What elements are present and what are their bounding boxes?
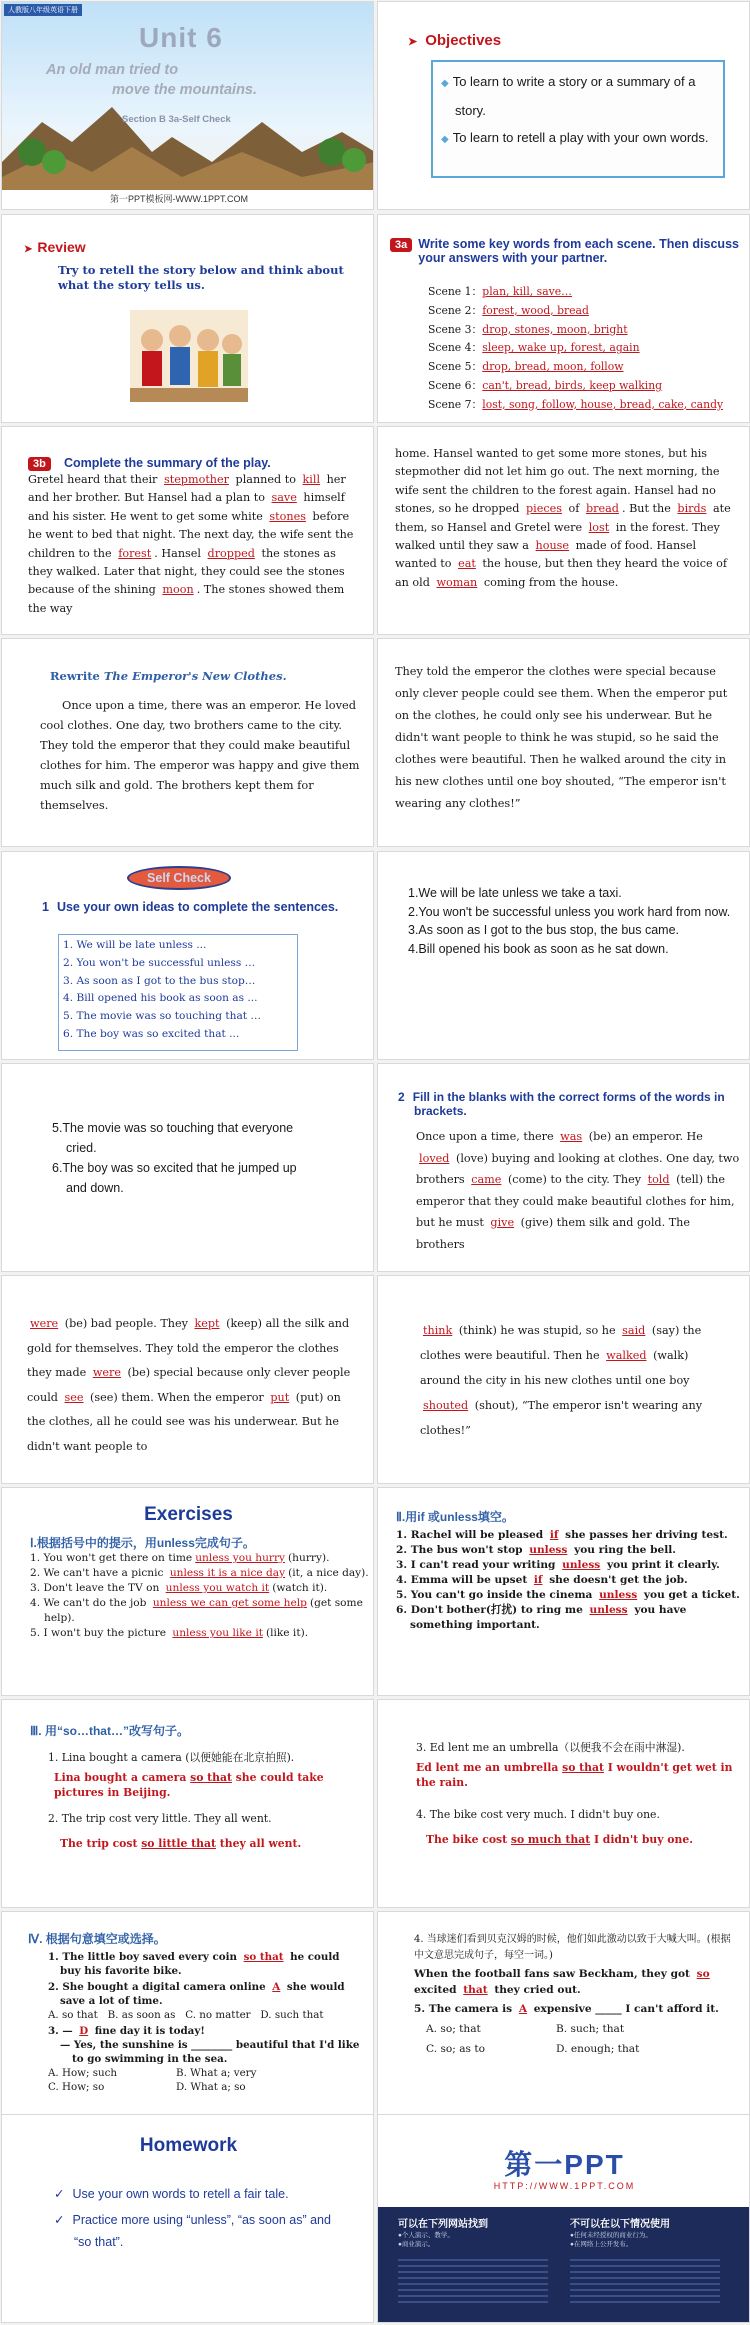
question-text: 4. 当球迷们看到贝克汉姆的时候，他们如此激动以致于大喊大叫。(根据中文意思完成句子，每空一词。) (414, 1934, 731, 1961)
exercise-item: 1. Rachel will be pleased if she passes her driving test. (396, 1529, 728, 1541)
exercise-subheading: Ⅲ. 用“so…that…”改写句子。 (30, 1724, 189, 1738)
question-text: When the football fans saw Beckham, they got so excited that they cried out. (414, 1968, 710, 1996)
scene-keywords: plan, kill, save… (482, 285, 572, 298)
question-text: 2. She bought a digital camera online A she would save a lot of time. (48, 1981, 345, 2007)
self-check-item: 6. The boy was so excited that ... (63, 1027, 240, 1040)
question-text: 3. — D fine day it is today! (48, 2025, 205, 2037)
review-text: Try to retell the story below and think about what the story tells us. (58, 263, 344, 292)
link-list-left (398, 2255, 548, 2307)
answer-text: Lina bought a camera so that she could take pictures in Beijing. (54, 1770, 324, 1799)
question-text: 2. The trip cost very little. They all went. (48, 1811, 272, 1825)
slide-exercises-3[interactable] (1, 1699, 374, 1908)
exercise-item: 6. Don't bother(打扰) to ring me unless you have something important. (396, 1604, 687, 1631)
slide-exercises-4[interactable] (1, 1911, 374, 2120)
slide-3b-summary[interactable] (1, 426, 374, 635)
info-right-heading: 不可以在以下情况使用 (570, 2219, 670, 2230)
exercises-title: Exercises (144, 1504, 233, 1525)
exercise-item: 4. Emma will be upset if she doesn't get the job. (396, 1574, 688, 1586)
slide-exercises-1[interactable] (1, 1487, 374, 1696)
scene-row: Scene 5：drop, bread, moon, follow (428, 360, 624, 374)
exercise-subheading: Ⅱ.用if 或unless填空。 (396, 1510, 514, 1524)
exercise-tag: 3b (28, 457, 51, 471)
objective-item: ◆ To learn to write a story or a summary of a story. (441, 74, 696, 118)
question-text: 1. Lina bought a camera (以便她能在北京拍照). (48, 1751, 295, 1764)
summary-heading: Complete the summary of the play. (63, 456, 271, 470)
answer-text: The bike cost so much that I didn't buy one. (426, 1833, 693, 1846)
exercise-subheading: Ⅳ. 根据句意填空或选择。 (28, 1932, 166, 1946)
question-number: 1 (42, 900, 49, 914)
homework-item: ✓ Use your own words to retell a fair tale. (54, 2187, 289, 2201)
question-text: 3. Ed lent me an umbrella（以便我不会在雨中淋湿). (416, 1741, 685, 1754)
scene-row: Scene 4：sleep, wake up, forest, again (428, 341, 640, 355)
lesson-title-line1: An old man tried to (46, 62, 179, 78)
slide-fill-blanks-1[interactable] (377, 1063, 750, 1272)
question-text: 1. The little boy saved every coin so that he could buy his favorite bike. (48, 1951, 340, 1977)
slide-title[interactable] (1, 1, 374, 210)
objectives-box (431, 60, 725, 178)
homework-list (54, 2183, 344, 2253)
info-left-sub: ●个人演示、教学。 ●商业演示。 (398, 2232, 454, 2248)
scene-keywords: forest, wood, bread (482, 303, 589, 317)
scene-keywords: can't, bread, birds, keep walking (482, 378, 663, 392)
slide-exercises-2[interactable] (377, 1487, 750, 1696)
options-text: A. so that B. as soon as C. no matter D. such that (48, 2009, 324, 2021)
exercise-item: 2. We can't have a picnic unless it is a nice day (it, a nice day). (30, 1567, 369, 1579)
exercise-subheading: Ⅰ.根据括号中的提示，用unless完成句子。 (30, 1536, 255, 1550)
scene-row: Scene 1：plan, kill, save… (428, 285, 572, 298)
review-heading: ➤ Review (24, 239, 86, 255)
slide-exercises-4-continued[interactable] (377, 1911, 750, 2120)
exercise-item: 3. I can't read your writing unless you print it clearly. (396, 1559, 720, 1571)
arrow-icon: ➤ (408, 36, 418, 48)
scene-keywords: lost, song, follow, house, bread, cake, candy (482, 397, 724, 411)
answer-item: 5.The movie was so touching that everyone cried. (52, 1121, 294, 1155)
slide-3a-scenes[interactable] (377, 214, 750, 423)
question-text: 5. The camera is A expensive _____ I can't afford it. (414, 2003, 719, 2015)
link-list-right (570, 2255, 720, 2307)
slide-self-check[interactable] (1, 851, 374, 1060)
answer-text: The trip cost so little that they all went. (60, 1837, 302, 1850)
slide-rewrite-continued[interactable] (377, 638, 750, 847)
scene-row: Scene 6：can't, bread, birds, keep walking (428, 378, 663, 392)
slide-review[interactable] (1, 214, 374, 423)
slide-answers-5-6[interactable] (1, 1063, 374, 1272)
self-check-item: 3. As soon as I got to the bus stop… (63, 974, 256, 987)
summary-text-continued: home. Hansel wanted to get some more stones, but his stepmother did not let him go out. The next morning, the wife sent the children to the forest again. Hansel had no stones, so he dropped pieces of bread . But the birds ate them, so Hansel and Gretel were lost in the forest. They walked until they saw a house made of food. Hansel wanted to eat the house, but then they heard the voice of an old woman coming from the house. (395, 447, 731, 589)
rewrite-heading: Rewrite The Emperor's New Clothes. (50, 669, 287, 683)
lesson-title-line2: move the mountains. (112, 82, 258, 98)
scene-keywords: drop, bread, moon, follow (482, 360, 624, 374)
ppt-logo: 第一PPT (504, 2149, 625, 2180)
self-check-heading: Use your own ideas to complete the sentences. (56, 900, 339, 914)
diamond-icon: ◆ (441, 134, 449, 145)
exercise-tag: 3a (390, 238, 412, 252)
self-check-item: 4. Bill opened his book as soon as ... (63, 992, 258, 1005)
info-right-sub: ●任何未经授权的商业行为。 ●在网络上公开发布。 (570, 2232, 652, 2248)
answer-item: 1.We will be late unless we take a taxi. (408, 886, 622, 900)
check-icon: ✓ (54, 2187, 65, 2201)
exercise-item: 3. Don't leave the TV on unless you watch it (watch it). (30, 1582, 328, 1594)
info-left-heading: 可以在下列网站找到 (398, 2219, 488, 2230)
self-check-box (58, 934, 298, 1051)
answer-item: 3.As soon as I got to the bus stop, the bus came. (408, 923, 679, 937)
self-check-item: 1. We will be late unless ... (63, 939, 207, 951)
slide-answers-1-4[interactable] (377, 851, 750, 1060)
question-text: — Yes, the sunshine is ________ beautiful that I'd like to go swimming in the sea. (60, 2039, 360, 2065)
question-text: 4. The bike cost very much. I didn't buy one. (416, 1807, 660, 1821)
slide-fill-blanks-2[interactable] (1, 1275, 374, 1484)
scenes-list (428, 283, 748, 415)
homework-item: ✓ Practice more using “unless”, “as soon as” and “so that”. (54, 2213, 331, 2249)
scene-row: Scene 2：forest, wood, bread (428, 303, 589, 317)
answer-item: 2.You won't be successful unless you work hard from now. (408, 904, 731, 919)
homework-title: Homework (139, 2135, 238, 2156)
exercise-list (30, 1551, 370, 1641)
fill-blanks-heading: Fill in the blanks with the correct forms of the words in brackets. (412, 1090, 725, 1118)
answer-item: 4.Bill opened his book as soon as he sat down. (408, 941, 669, 956)
exercise-item: 5. I won't buy the picture unless you like it (like it). (30, 1627, 309, 1639)
ppt-url: HTTP://WWW.1PPT.COM (493, 2181, 636, 2191)
fill-blanks-text: think (think) he was stupid, so he said (say) the clothes were beautiful. Then he walked (walk) around the city in his new clothes until one boy shouted (shout), “The emperor isn't wearing any clothes!” (420, 1324, 703, 1437)
exercise-item: 4. We can't do the job unless we can get some help (get some help). (30, 1597, 363, 1624)
grade-badge: 人教版八年级英语下册 (4, 4, 82, 16)
rewrite-text: Once upon a time, there was an emperor. He loved cool clothes. One day, two brothers came to the city. They told the emperor that they could make beautiful clothes for him. The emperor was happy and give them much silk and gold. The brothers kept them for themselves. (40, 698, 360, 812)
check-icon: ✓ (54, 2213, 65, 2227)
self-check-item: 5. The movie was so touching that … (63, 1010, 261, 1023)
scene-row: Scene 7：lost, song, follow, house, bread, cake, candy (428, 397, 724, 411)
objective-item: ◆ To learn to retell a play with your own words. (441, 130, 709, 145)
question-number: 2 (398, 1090, 405, 1104)
exercise-item: 1. You won't get there on time unless you hurry (hurry). (30, 1552, 330, 1564)
answer-list (52, 1118, 312, 1198)
scene-row: Scene 3：drop, stones, moon, bright (428, 322, 628, 336)
fill-blanks-text: Once upon a time, there was (be) an emperor. He loved (love) buying and looking at clothes. One day, two brothers came (come) to the city. They told (tell) the emperor that they could make beautiful clothes for him, but he must give (give) them silk and gold. The brothers (416, 1130, 740, 1251)
slide-exercises-3-continued[interactable] (377, 1699, 750, 1908)
self-check-badge: Self Check (127, 866, 231, 890)
story-illustration (130, 310, 248, 402)
exercise-list (396, 1528, 744, 1633)
exercise-item: 5. You can't go inside the cinema unless you get a ticket. (396, 1589, 740, 1601)
slide-homework[interactable] (1, 2114, 374, 2323)
answer-item: 6.The boy was so excited that he jumped up and down. (52, 1161, 297, 1195)
answer-list (408, 884, 738, 958)
slide-fill-blanks-3[interactable] (377, 1275, 750, 1484)
slide-objectives[interactable] (377, 1, 750, 210)
options-row: A. so; that B. such; that (426, 2023, 625, 2035)
options-row: C. How; so D. What a; so (48, 2081, 246, 2093)
info-bar (378, 2207, 750, 2323)
slide-rewrite[interactable] (1, 638, 374, 847)
answer-text: Ed lent me an umbrella so that I wouldn't get wet in the rain. (416, 1760, 733, 1789)
slide-summary-continued[interactable] (377, 426, 750, 635)
options-row: A. How; such B. What a; very (48, 2067, 257, 2079)
slide-ppt-end[interactable] (377, 2114, 750, 2323)
diamond-icon: ◆ (441, 78, 449, 89)
fill-blanks-text: were (be) bad people. They kept (keep) all the silk and gold for themselves. They told the emperor the clothes they made were (be) special because only clever people could see (see) them. When the emperor put (put) on the clothes, all he could see was his underwear. But he didn't want people to (27, 1317, 351, 1453)
unit-title: Unit 6 (139, 22, 223, 53)
options-row: C. so; as to D. enough; that (426, 2043, 640, 2055)
self-check-item: 2. You won't be successful unless … (63, 956, 256, 969)
section-label: Section B 3a-Self Check (122, 114, 231, 125)
scene-keywords: drop, stones, moon, bright (482, 322, 628, 336)
arrow-icon: ➤ (24, 244, 33, 255)
scenes-heading: Write some key words from each scene. Then discuss your answers with your partner. (418, 237, 739, 265)
objectives-heading: ➤ Objectives (408, 32, 502, 49)
summary-text: Gretel heard that their stepmother planned to kill her and her brother. But Hansel had a plan to save himself and his sister. He went to get some white stones before he went to bed that night. The next day, the wife sent the children to the forest . Hansel dropped the stones as they walked. Later that night, they could see the stones because of the shining moon . The stones showed them the way (28, 473, 354, 615)
rewrite-text-continued: They told the emperor the clothes were special because only clever people could see them. When the emperor put on the clothes, he could only see his underwear. But he didn't want people to think he was stupid, so he said the clothes were beautiful. Then he walked around the city in his new clothes until one boy shouted, “The emperor isn't wearing any clothes!” (395, 665, 728, 810)
scene-keywords: sleep, wake up, forest, again (482, 341, 640, 355)
exercise-item: 2. The bus won't stop unless you ring the bell. (396, 1544, 676, 1556)
footer-text: 第一PPT模板网-WWW.1PPT.COM (110, 194, 248, 204)
